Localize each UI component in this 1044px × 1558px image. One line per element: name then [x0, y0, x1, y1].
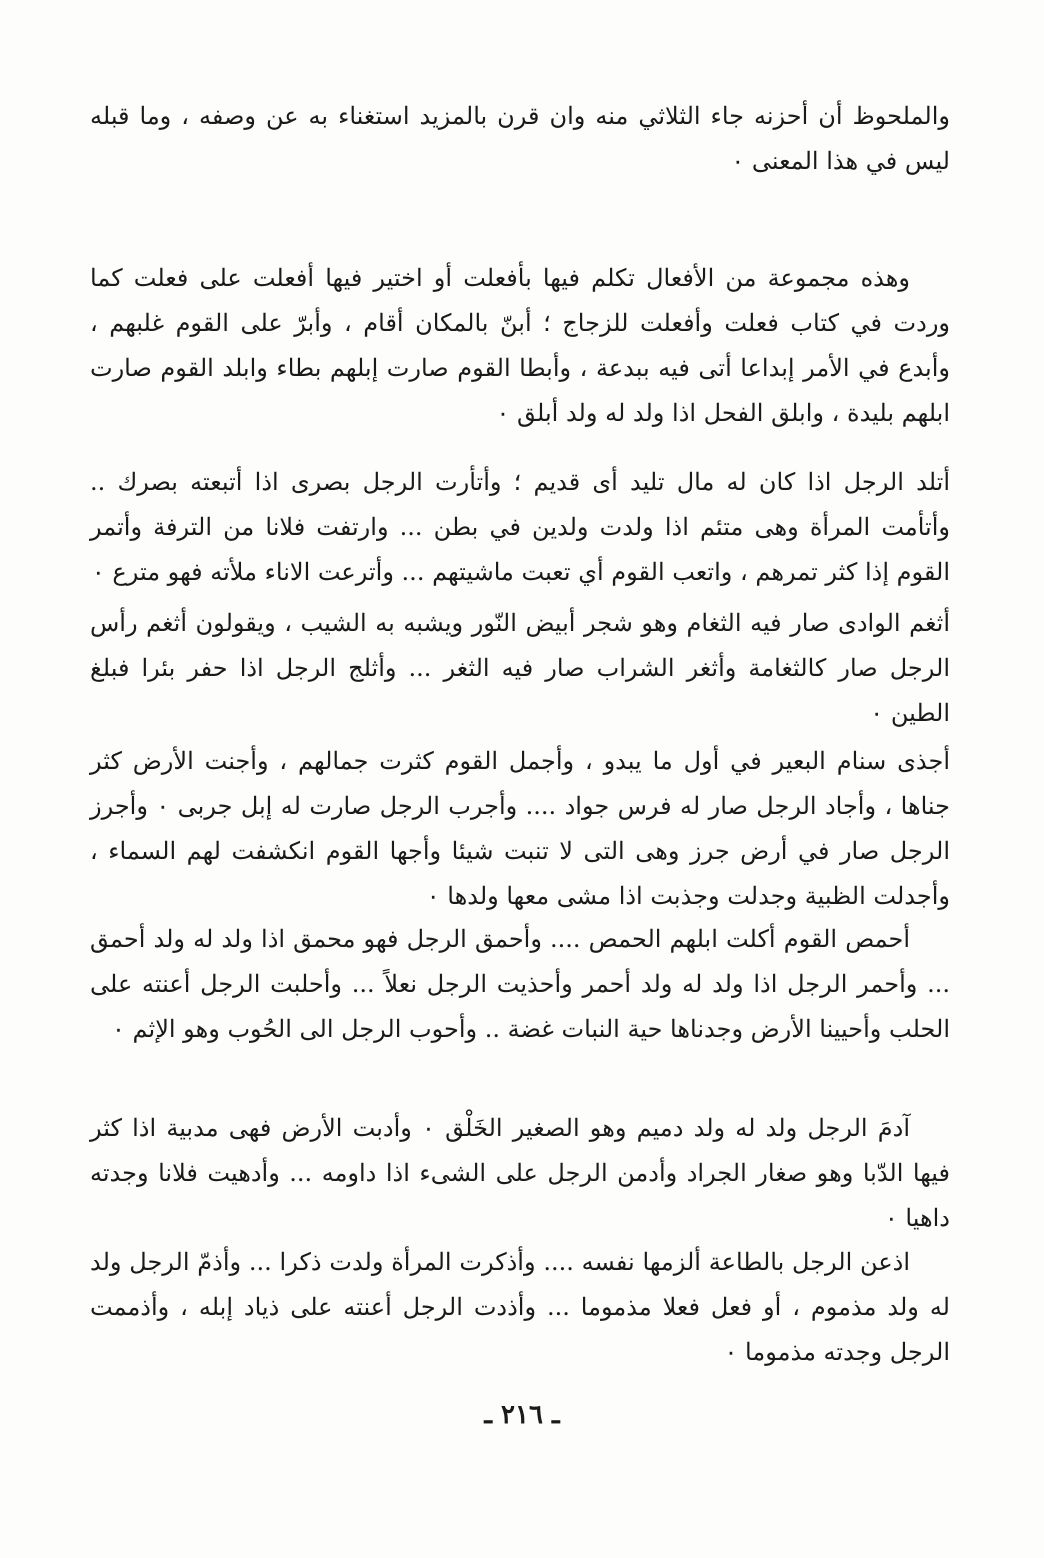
- paragraph-4: أثغم الوادى صار فيه الثغام وهو شجر أبيض النّور ويشبه به الشيب ، ويقولون أثغم رأس الرجل صار كالثغامة وأثغر الشراب صار فيه الثغر ... وأثلج الرجل اذا حفر بئرا فبلغ الطين ٠: [90, 609, 950, 727]
- page-number: ـ ٢١٦ ـ: [484, 1400, 560, 1430]
- paragraph-5: أجذى سنام البعير في أول ما يبدو ، وأجمل القوم كثرت جمالهم ، وأجنت الأرض كثر جناها ، وأجاد الرجل صار له فرس جواد .... وأجرب الرجل صارت له إبل جربى ٠ وأجرز الرجل صار في أرض جرز وهى التى لا تنبت شيئا وأجها القوم انكشفت لهم السماء ، وأجدلت الظبية وجدلت وجذبت اذا مشى معها ولدها ٠: [90, 747, 950, 910]
- paragraph-8: اذعن الرجل بالطاعة ألزمها نفسه .... وأذكرت المرأة ولدت ذكرا ... وأذمّ الرجل ولد له ولد مذموم ، أو فعل فعلا مذموما ... وأذدت الرجل أعنته على ذياد إبله ، وأذممت الرجل وجدته مذموما ٠: [90, 1248, 950, 1366]
- paragraph-2: وهذه مجموعة من الأفعال تكلم فيها بأفعلت أو اختير فيها أفعلت على فعلت كما وردت في كتاب فعلت وأفعلت للزجاج ؛ أبنّ بالمكان أقام ، وأبرّ على القوم غلبهم ، وأبدع في الأمر إبداعا أتى فيه ببدعة ، وأبطا القوم صارت إبلهم بطاء وابلد القوم صارت ابلهم بليدة ، وابلق الفحل اذا ولد له ولد أبلق ٠: [90, 264, 950, 427]
- paragraph-6: أحمص القوم أكلت ابلهم الحمص .... وأحمق الرجل فهو محمق اذا ولد له ولد أحمق ... وأحمر الرجل اذا ولد له ولد أحمر وأحذيت الرجل نعلاً ... وأحلبت الرجل أعنته على الحلب وأحيينا الأرض وجدناها حية النبات غضة .. وأحوب الرجل الى الحُوب وهو الإثم ٠: [90, 925, 950, 1043]
- paragraph-1: والملحوظ أن أحزنه جاء الثلاثي منه وان قرن بالمزيد استغناء به عن وصفه ، وما قبله ليس في هذا المعنى ٠: [90, 102, 951, 175]
- paragraph-7: آدمَ الرجل ولد له ولد دميم وهو الصغير الخَلْق ٠ وأدبت الأرض فهى مدبية اذا كثر فيها الدّبا وهو صغار الجراد وأدمن الرجل على الشىء اذا داومه ... وأدهيت فلانا وجدته داهيا ٠: [90, 1114, 950, 1232]
- paragraph-3: أتلد الرجل اذا كان له مال تليد أى قديم ؛ وأتأرت الرجل بصرى اذا أتبعته بصرك .. وأتأمت المرأة وهى متئم اذا ولدت ولدين في بطن ... وارتفت فلانا من الترفة وأتمر القوم إذا كثر تمرهم ، واتعب القوم أي تعبت ماشيتهم ... وأترعت الاناء ملأته فهو مترع ٠: [90, 468, 950, 586]
